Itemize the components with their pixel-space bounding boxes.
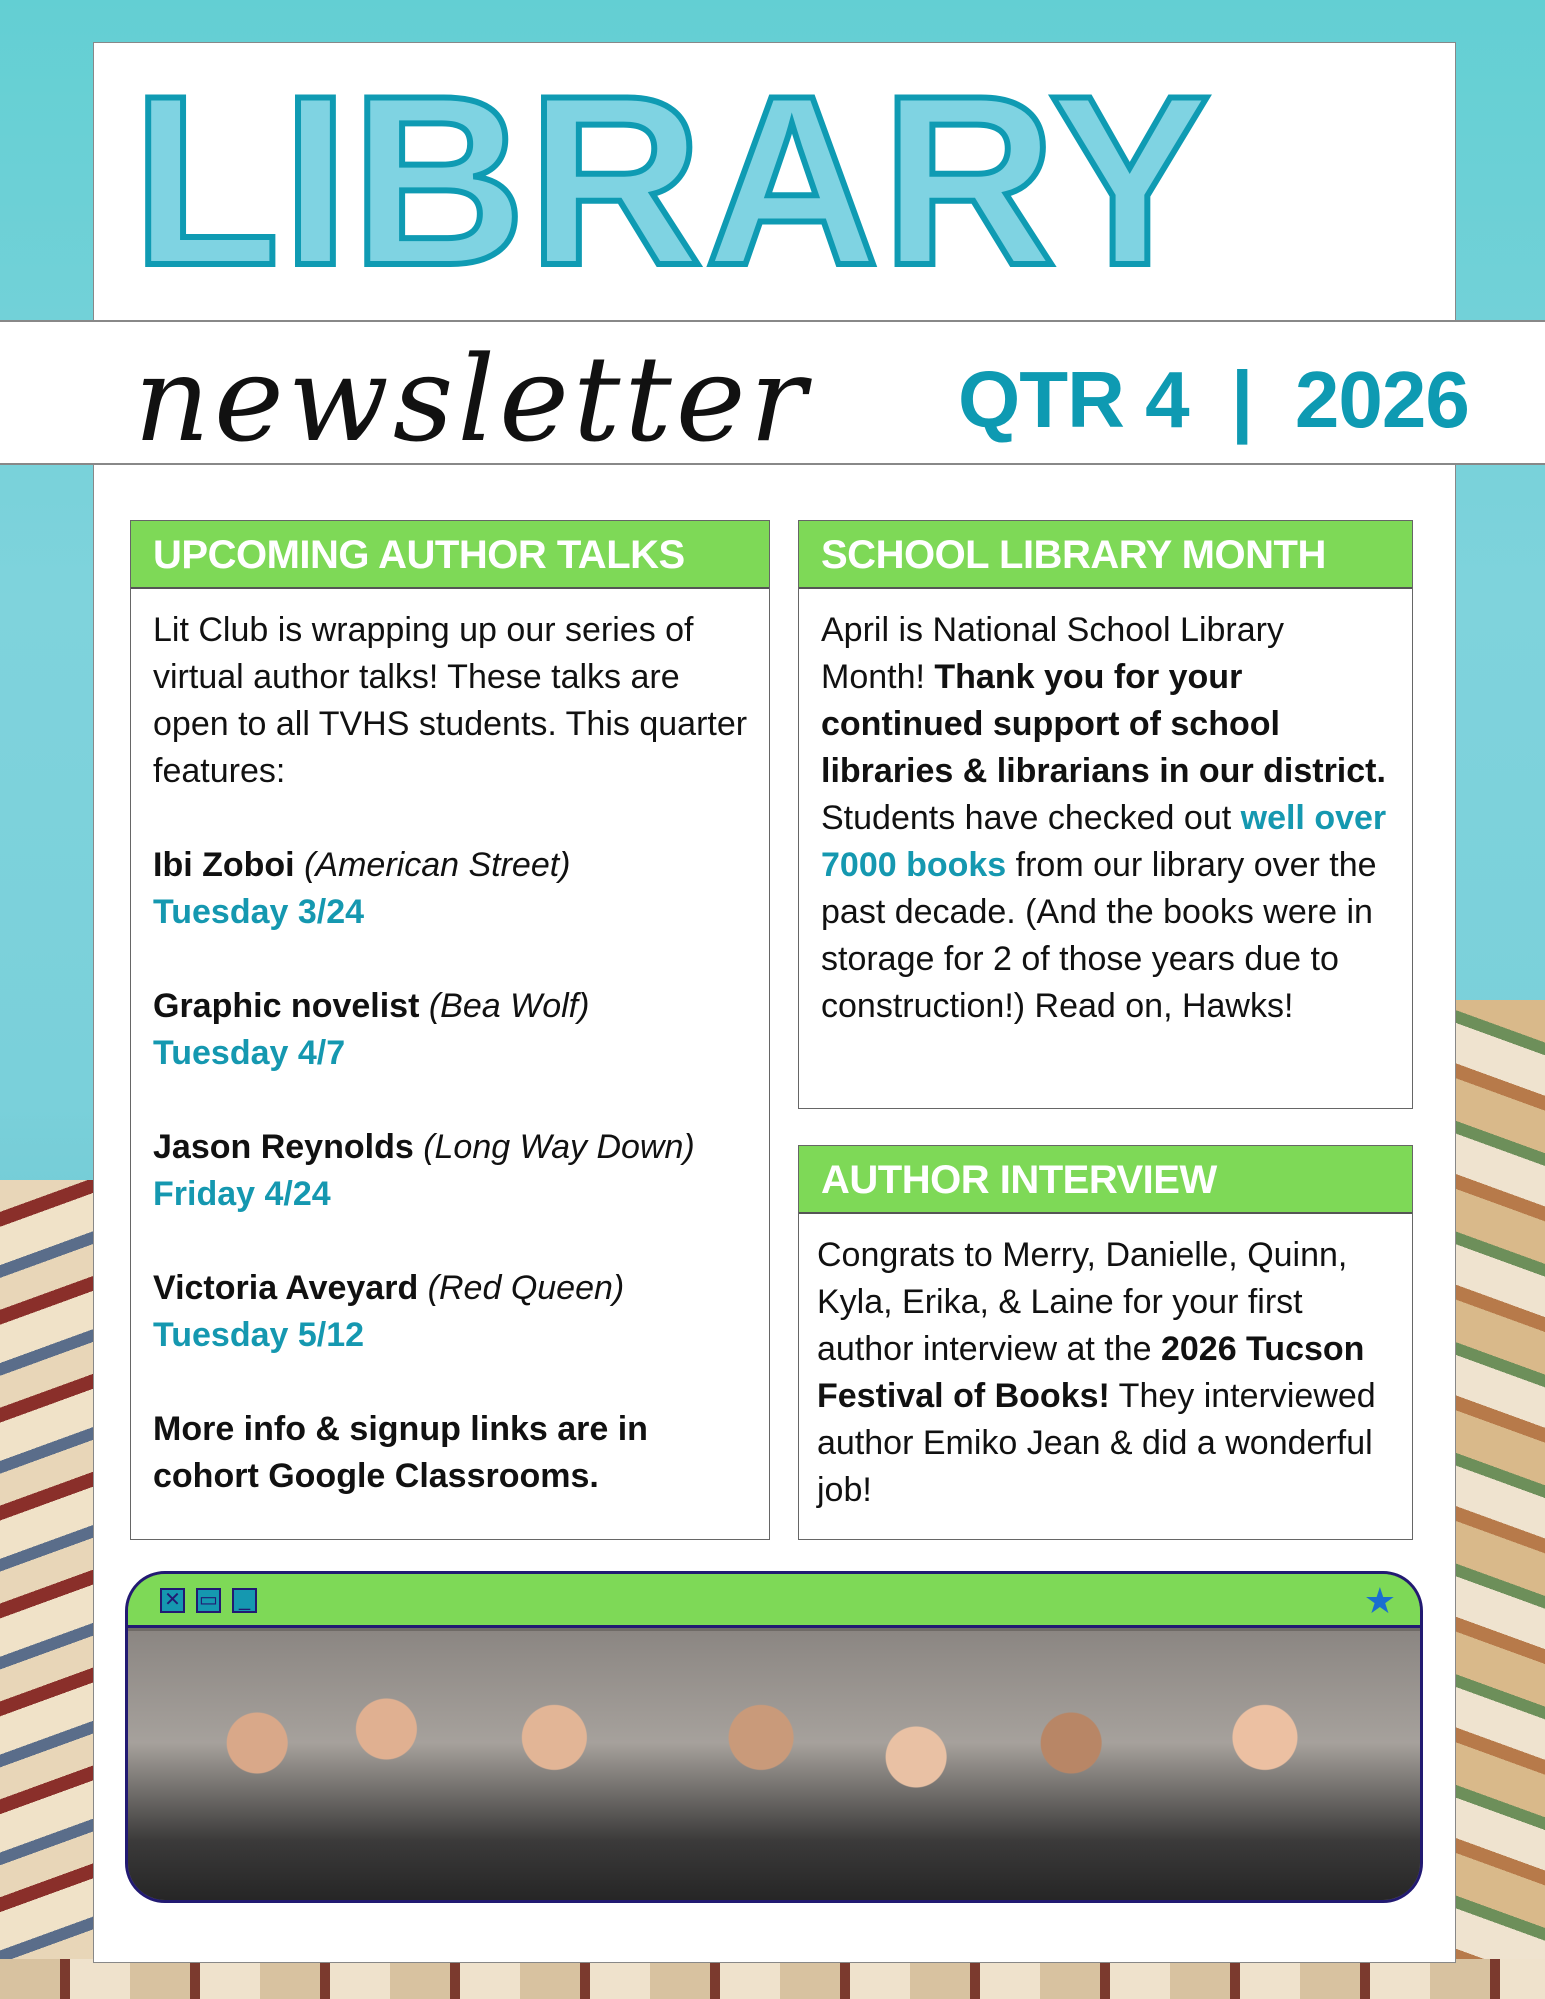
event-book: (Red Queen) [427, 1269, 625, 1307]
event-book: (Bea Wolf) [428, 987, 590, 1025]
window-title-bar [128, 1574, 1420, 1628]
issue-label: QTR 4 | 2026 [958, 355, 1469, 444]
signup-note: More info & signup links are in cohort Google Classrooms. [153, 1410, 648, 1495]
author-interview-heading: AUTHOR INTERVIEW [799, 1146, 1412, 1214]
library-month-text: April is National School Library Month! [821, 611, 1284, 696]
library-month-text: from our library over the past decade. (And the books were in storage for 2 of those years due to construction!) Read on, Hawks! [821, 846, 1377, 1025]
event-author: Jason Reynolds [153, 1128, 414, 1166]
author-interview-box [798, 1145, 1413, 1540]
event-author: Victoria Aveyard [153, 1269, 419, 1307]
books-decoration-left [0, 1180, 100, 1999]
library-month-box [798, 520, 1413, 1109]
books-decoration-bottom [0, 1959, 1545, 1999]
newsletter-subtitle: newsletter [134, 330, 811, 468]
books-count-highlight: well over 7000 books [821, 799, 1387, 884]
event-author: Ibi Zoboi [153, 846, 295, 884]
maximize-icon: ▭ [196, 1588, 221, 1613]
group-photo [128, 1631, 1420, 1903]
star-icon: ★ [1363, 1580, 1396, 1621]
event-date: Friday 4/24 [153, 1175, 331, 1213]
close-icon: ✕ [160, 1588, 185, 1613]
interview-text: Congrats to Merry, Danielle, Quinn, Kyla, Erika, & Laine for your first author interview at the [817, 1236, 1348, 1368]
library-title: LIBRARY [132, 46, 1213, 316]
author-talks-heading: UPCOMING AUTHOR TALKS [131, 521, 769, 589]
photo-window [125, 1571, 1423, 1903]
library-month-thanks: Thank you for your continued support of school libraries & librarians in our district. [821, 658, 1386, 790]
festival-name: 2026 Tucson Festival of Books! [817, 1330, 1365, 1415]
event-item [153, 983, 749, 1077]
event-item [153, 1124, 749, 1218]
event-date: Tuesday 4/7 [153, 1034, 346, 1072]
minimize-icon: _ [232, 1588, 257, 1613]
event-date: Tuesday 5/12 [153, 1316, 365, 1354]
event-item [153, 1265, 749, 1359]
event-item [153, 842, 749, 936]
interview-text: They interviewed author Emiko Jean & did a wonderful job! [817, 1377, 1376, 1509]
author-talks-box [130, 520, 770, 1540]
library-month-text: Students have checked out [821, 799, 1241, 837]
library-month-heading: SCHOOL LIBRARY MONTH [799, 521, 1412, 589]
event-author: Graphic novelist [153, 987, 420, 1025]
author-talks-intro: Lit Club is wrapping up our series of virtual author talks! These talks are open to all TVHS students. This quarter features: [153, 611, 748, 790]
event-date: Tuesday 3/24 [153, 893, 365, 931]
event-book: (American Street) [304, 846, 571, 884]
event-book: (Long Way Down) [423, 1128, 695, 1166]
title-band [0, 320, 1545, 468]
